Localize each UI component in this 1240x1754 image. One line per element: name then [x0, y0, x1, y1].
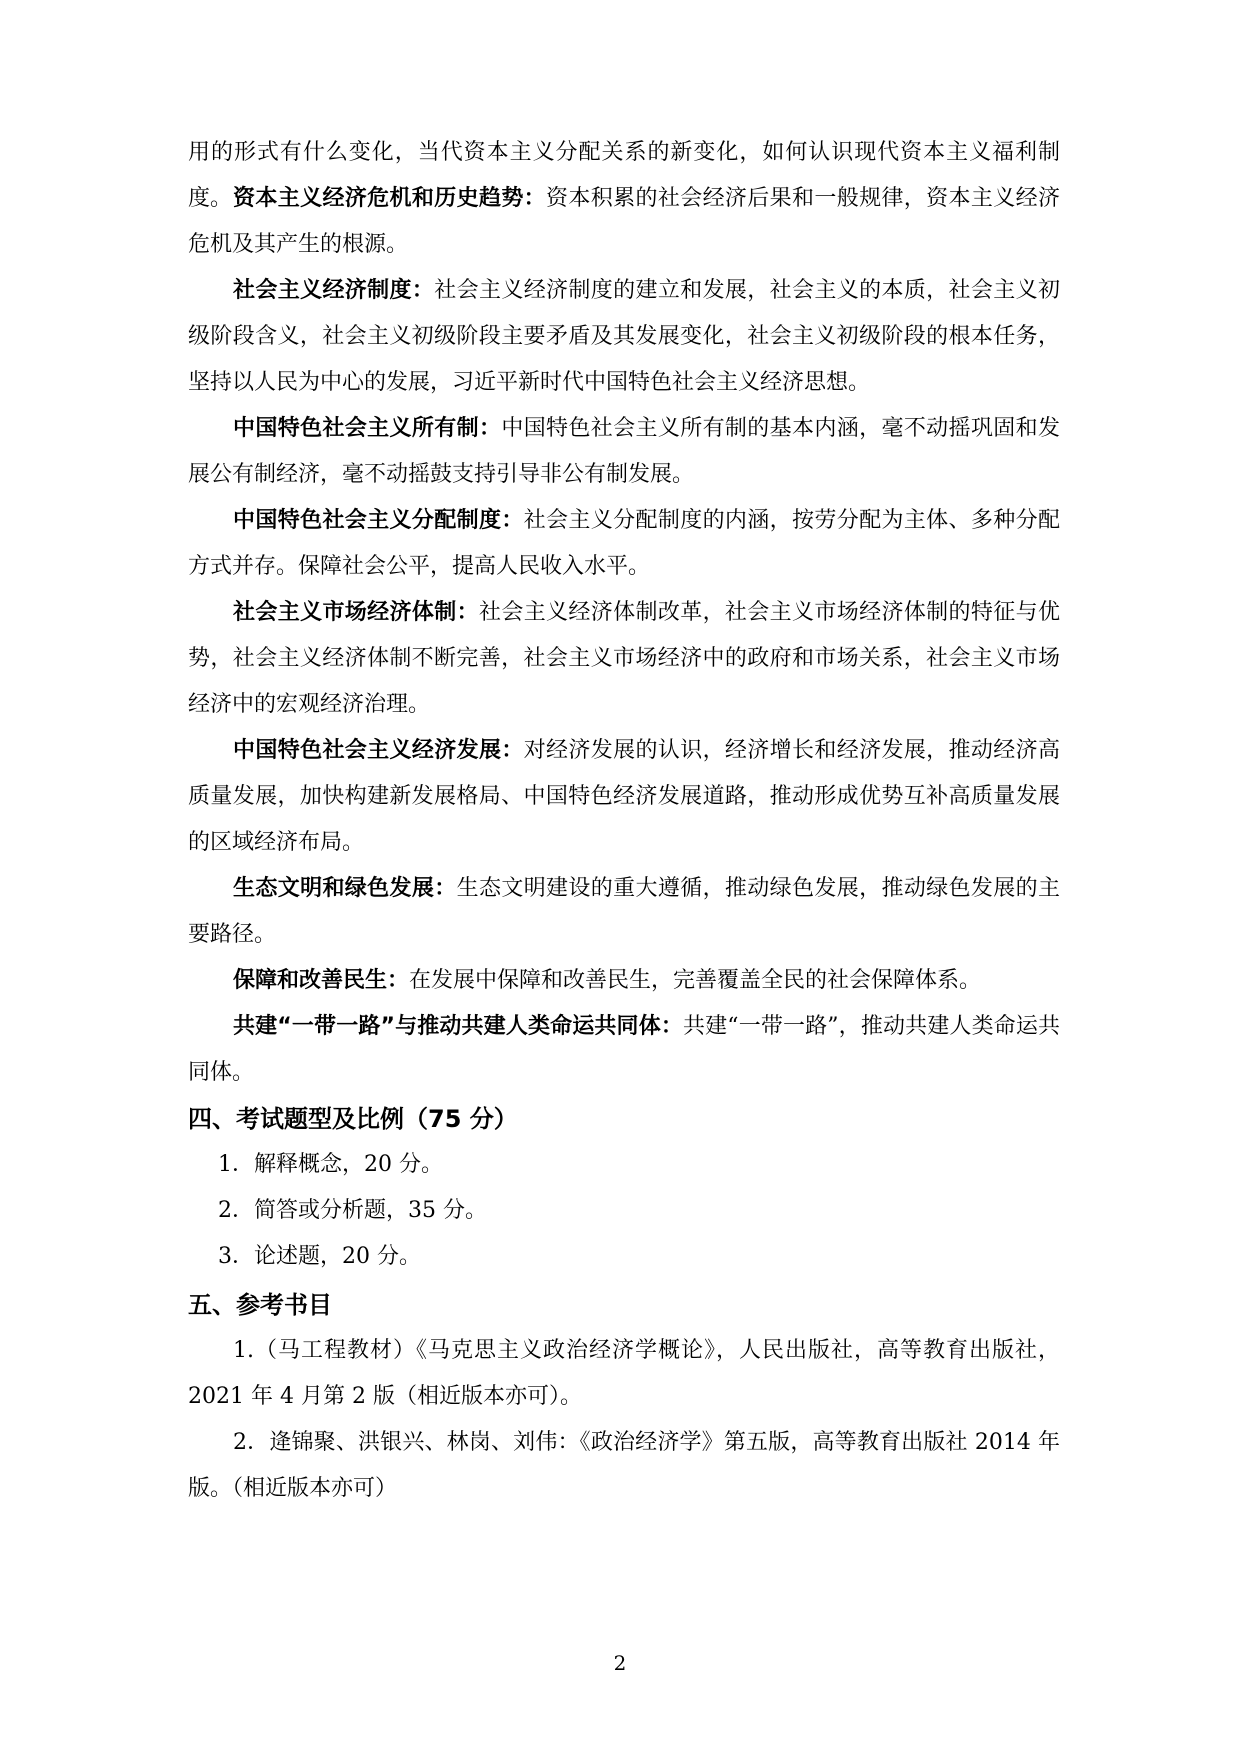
page-number: 2	[613, 1651, 627, 1675]
paragraph-distribution	[188, 498, 1060, 590]
paragraph-lead: 中国特色社会主义分配制度：	[233, 508, 524, 533]
paragraph-lead: 共建“一带一路”与推动共建人类命运共同体：	[233, 1014, 684, 1039]
paragraph-economic-development	[188, 728, 1060, 866]
paragraph-lead: 中国特色社会主义经济发展：	[233, 738, 524, 763]
paragraph-text: 社会主义分配制度的内涵，按劳分配为主体、多种分配方式并存。保障社会公平，提高人民收入水平。	[188, 508, 1060, 579]
paragraph-socialist-system	[188, 268, 1060, 406]
paragraph-ownership	[188, 406, 1060, 498]
paragraph-belt-and-road	[188, 1004, 1060, 1096]
reference-item: 1.（马工程教材）《马克思主义政治经济学概论》，人民出版社，高等教育出版社，2021 年 4 月第 2 版（相近版本亦可）。	[188, 1338, 1060, 1409]
exam-item: 1．解释概念，20 分。	[218, 1152, 443, 1177]
paragraph-ecology	[188, 866, 1060, 958]
paragraph-capitalist-crisis	[188, 176, 1060, 268]
section-heading-exam-format: 四、考试题型及比例（75 分）	[188, 1105, 518, 1133]
paragraph-text: 中国特色社会主义所有制的基本内涵，毫不动摇巩固和发展公有制经济，毫不动摇鼓支持引导非公有制发展。	[188, 416, 1060, 487]
paragraph-lead: 资本主义经济危机和历史趋势：	[233, 186, 547, 211]
paragraph-lead: 社会主义市场经济体制：	[233, 600, 479, 625]
paragraph-text: 资本积累的社会经济后果和一般规律，资本主义经济危机及其产生的根源。	[188, 186, 1060, 257]
paragraph-text: 用的形式有什么变化，当代资本主义分配关系的新变化，如何认识现代资本主义福利制度。	[188, 140, 1060, 211]
exam-item: 2．简答或分析题，35 分。	[218, 1198, 487, 1223]
paragraph-text: 社会主义经济体制改革，社会主义市场经济体制的特征与优势，社会主义经济体制不断完善，社会主义市场经济中的政府和市场关系，社会主义市场经济中的宏观经济治理。	[188, 600, 1060, 717]
paragraph-lead: 生态文明和绿色发展：	[233, 876, 457, 901]
paragraph-text: 社会主义经济制度的建立和发展，社会主义的本质，社会主义初级阶段含义，社会主义初级阶段主要矛盾及其发展变化，社会主义初级阶段的根本任务，坚持以人民为中心的发展，习近平新时代中国特色社会主义经济思想。	[188, 278, 1060, 395]
paragraph-livelihood	[188, 958, 1060, 1004]
paragraph-lead: 保障和改善民生：	[233, 968, 410, 993]
paragraph-lead: 中国特色社会主义所有制：	[233, 416, 502, 441]
paragraph-text: 对经济发展的认识，经济增长和经济发展，推动经济高质量发展，加快构建新发展格局、中国特色经济发展道路，推动形成优势互补高质量发展的区域经济布局。	[188, 738, 1060, 855]
section-heading-references: 五、参考书目	[188, 1291, 332, 1319]
paragraph-lead: 社会主义经济制度：	[233, 278, 435, 303]
reference-item: 2．逄锦聚、洪银兴、林岗、刘伟：《政治经济学》第五版，高等教育出版社 2014 年版。（相近版本亦可）	[188, 1430, 1060, 1501]
paragraph-text: 生态文明建设的重大遵循，推动绿色发展，推动绿色发展的主要路径。	[188, 876, 1060, 947]
exam-item: 3．论述题，20 分。	[218, 1244, 421, 1269]
paragraph-text: 共建“一带一路”，推动共建人类命运共同体。	[188, 1014, 1061, 1085]
paragraph-text: 在发展中保障和改善民生，完善覆盖全民的社会保障体系。	[409, 968, 982, 993]
paragraph-market-economy	[188, 590, 1060, 728]
